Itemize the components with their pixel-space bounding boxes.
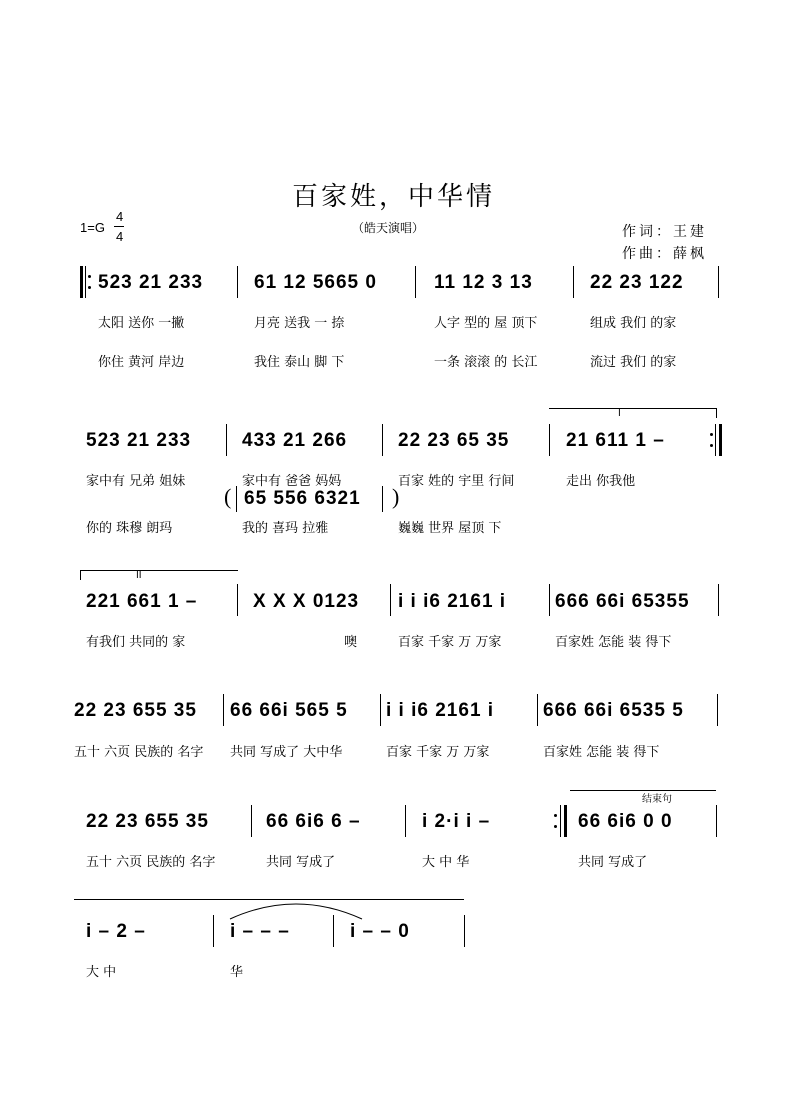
measure-notes: i 2·i i – [422,811,491,832]
lyric-line: 组成 我们 的家 [590,316,677,331]
barline [382,424,383,456]
repeat-end-barline [564,805,567,837]
lyric-line: 五十 六页 民族的 名字 [86,855,216,870]
repeat-dot [710,433,713,436]
barline [415,266,416,298]
song-title: 百家姓，中华情 [292,182,496,212]
lyric-line: 巍巍 世界 屋顶 下 [398,521,502,536]
measure-notes: 66 6i6 0 0 [578,811,673,832]
barline [560,805,561,837]
lyric-line: 五十 六页 民族的 名字 [74,745,204,760]
barline [237,266,238,298]
measure-notes: X X X 0123 [253,591,360,612]
barline [549,424,550,456]
barline [223,694,224,726]
measure-notes: 66 6i6 6 – [266,811,361,832]
lyric-line: 家中有 爸爸 妈妈 [242,474,342,489]
measure-notes: 11 12 3 13 [434,272,533,293]
key-signature: 1=G [80,220,105,235]
composer-credit: 作曲：薛枫 [622,246,707,262]
lyric-line: 走出 你我他 [566,474,636,489]
repeat-end-barline [719,424,722,456]
performer-credit: （皓天演唱） [352,221,425,235]
measure-notes: i – 2 – [86,921,146,942]
volta-bracket [80,570,238,571]
repeat-dot [554,814,557,817]
measure-notes: 666 66i 65355 [555,591,690,612]
lyric-line: 有我们 共同的 家 [86,635,186,650]
barline [251,805,252,837]
parenthesis-close: ) [392,484,400,509]
barline [718,266,719,298]
barline [380,694,381,726]
barline [382,486,383,512]
volta-bracket [549,408,717,409]
slur-arc [226,895,366,923]
lyric-line: 人字 型的 屋 顶下 [434,316,538,331]
measure-notes: i i i6 2161 i [386,700,495,721]
volta-label: II [136,570,142,581]
lyric-line: 共同 写成了 [266,855,336,870]
volta-bracket-start [80,570,81,580]
barline [226,424,227,456]
barline [716,805,717,837]
barline [464,915,465,947]
measure-notes: i i i6 2161 i [398,591,507,612]
barline [573,266,574,298]
lyric-line: 太阳 送你 一撇 [98,316,185,331]
repeat-dot [88,286,91,289]
volta-label: I [618,408,621,419]
lyric-line: 大 中 [86,965,117,980]
measure-notes: 61 12 5665 0 [254,272,377,293]
measure-notes: 66 66i 565 5 [230,700,348,721]
lyric-line: 家中有 兄弟 姐妹 [86,474,186,489]
lyric-line: 一条 滚滚 的 长江 [434,355,538,370]
barline [718,584,719,616]
lyric-line: 我住 泰山 脚 下 [254,355,345,370]
lyric-line: 百家 姓的 宇里 行间 [398,474,515,489]
lyric-line: 你住 黄河 岸边 [98,355,185,370]
measure-notes: 22 23 122 [590,272,684,293]
lyric-line: 流过 我们 的家 [590,355,677,370]
barline [85,266,86,298]
barline [549,584,550,616]
lyric-line: 共同 写成了 大中华 [230,745,343,760]
lyric-line: 噢 [344,635,358,650]
measure-notes: 22 23 65 35 [398,430,510,451]
measure-notes: i – – 0 [350,921,410,942]
lyric-line: 你的 珠穆 朗玛 [86,521,173,536]
measure-notes: 523 21 233 [98,272,204,293]
lyric-line: 华 [230,965,244,980]
time-signature-denominator: 4 [116,229,124,244]
lyric-line: 百家姓 怎能 装 得下 [543,745,660,760]
barline [537,694,538,726]
measure-notes: 523 21 233 [86,430,192,451]
measure-notes: 22 23 655 35 [86,811,209,832]
coda-label: 结束句 [642,794,672,805]
lyric-line: 我的 喜玛 拉雅 [242,521,329,536]
time-signature-numerator: 4 [116,209,124,224]
lyric-line: 大 中 华 [422,855,470,870]
repeat-start-barline [80,266,83,298]
measure-notes: 21 611 1 – [566,430,665,451]
repeat-dot [710,444,713,447]
measure-notes: 433 21 266 [242,430,348,451]
measure-notes: 666 66i 6535 5 [543,700,684,721]
barline [715,424,716,456]
barline [237,584,238,616]
time-signature-bar [114,226,124,227]
repeat-dot [88,275,91,278]
lyric-line: 月亮 送我 一 捺 [254,316,345,331]
barline [236,486,237,512]
barline [390,584,391,616]
measure-notes: i – – – [230,921,290,942]
barline [405,805,406,837]
lyric-line: 百家姓 怎能 装 得下 [555,635,672,650]
barline [717,694,718,726]
lyric-line: 共同 写成了 [578,855,648,870]
parenthesis-open: ( [224,484,232,509]
measure-notes: 22 23 655 35 [74,700,197,721]
volta-bracket-end [716,408,717,418]
barline [213,915,214,947]
measure-notes: 221 661 1 – [86,591,198,612]
repeat-dot [554,825,557,828]
lyric-line: 百家 千家 万 万家 [398,635,502,650]
lyricist-credit: 作词：王建 [622,224,707,240]
lyric-line: 百家 千家 万 万家 [386,745,490,760]
measure-notes: 65 556 6321 [244,488,361,509]
